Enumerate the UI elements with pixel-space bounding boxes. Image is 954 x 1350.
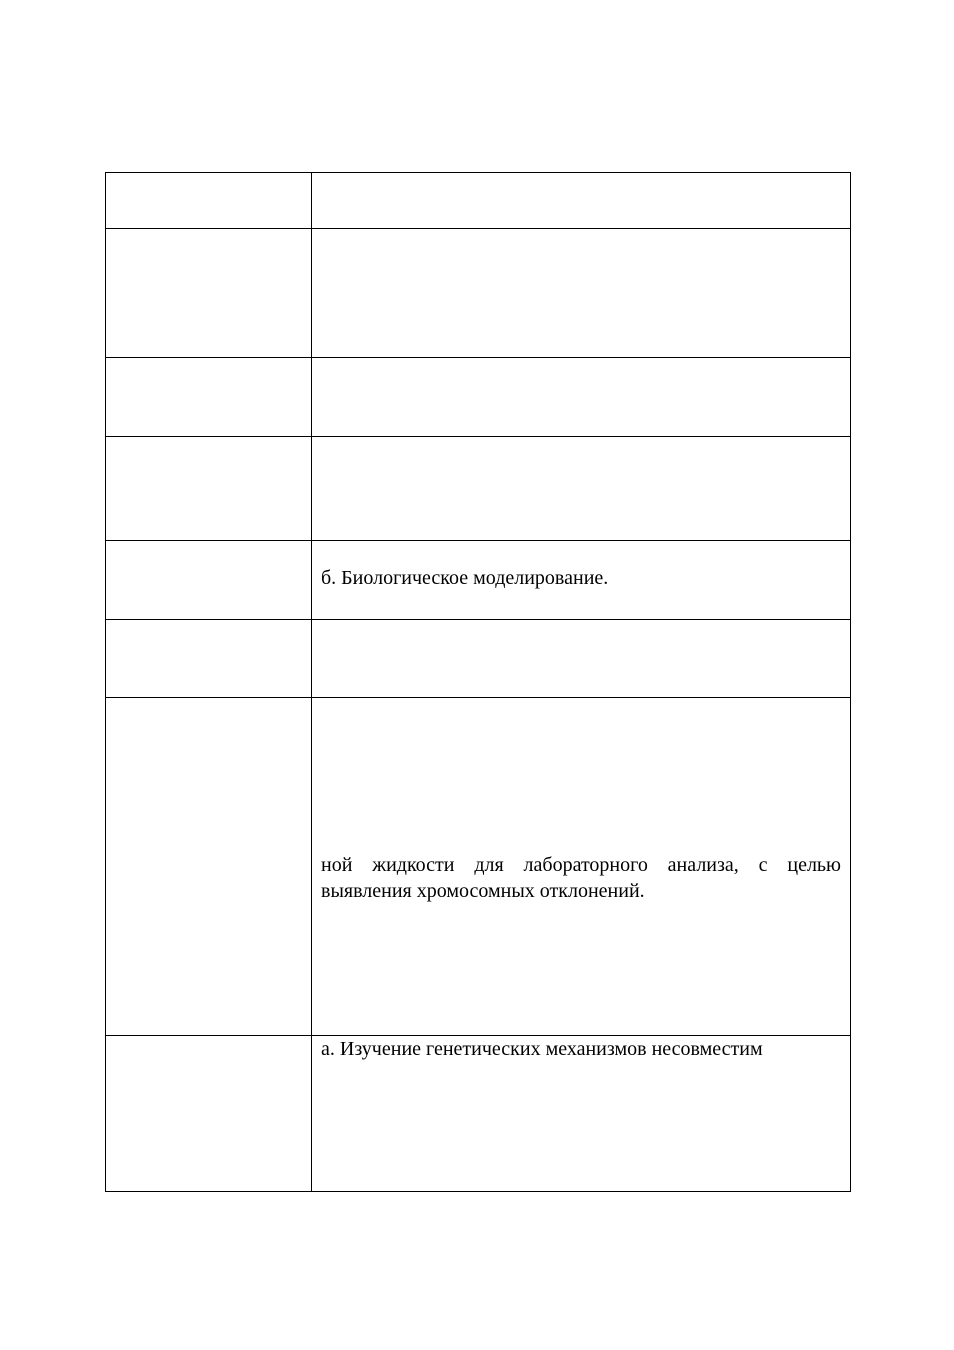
table-row (106, 698, 851, 1036)
table-cell-left (106, 173, 312, 229)
table-cell-left (106, 541, 312, 620)
cell-text-biological-modeling: б. Биологическое моделирование. (321, 567, 609, 589)
table-cell-left (106, 437, 312, 541)
text-line: выявления хромосомных отклонений. (321, 880, 645, 902)
table-row (106, 620, 851, 698)
table-cell-left (106, 358, 312, 437)
table-row (106, 541, 851, 620)
table-cell-right (312, 173, 851, 229)
cell-text-amniotic-analysis (321, 852, 841, 904)
table-cell-right (312, 358, 851, 437)
table-cell-left (106, 698, 312, 1036)
table-cell-right (312, 541, 851, 620)
text-line: а. Изучение генетических механизмов несовместим (321, 1038, 763, 1060)
table-cell-right (312, 1036, 851, 1192)
table-row (106, 358, 851, 437)
cell-text-genetic-mechanisms (321, 1036, 841, 1062)
table-row (106, 437, 851, 541)
table-row (106, 1036, 851, 1192)
table-cell-left (106, 1036, 312, 1192)
table-row (106, 173, 851, 229)
table-cell-right (312, 620, 851, 698)
text-line: ной жидкости для лабораторного анализа, с целью (321, 854, 841, 876)
table-row (106, 229, 851, 358)
table-cell-left (106, 229, 312, 358)
document-table (105, 172, 851, 1192)
table-cell-left (106, 620, 312, 698)
table-cell-right (312, 229, 851, 358)
table-cell-right (312, 698, 851, 1036)
table-cell-right (312, 437, 851, 541)
